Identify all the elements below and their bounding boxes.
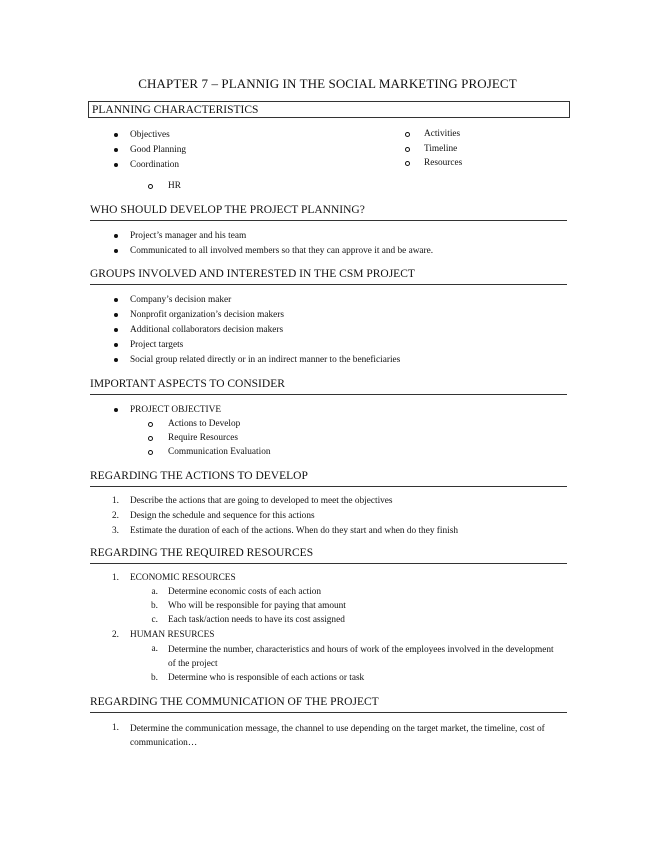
list-number: 1. (112, 723, 119, 733)
list-number: 2. (112, 630, 119, 640)
list-number: c. (151, 615, 158, 625)
list-item: HUMAN RESURCES (130, 630, 215, 640)
list-item: Determine economic costs of each action (168, 587, 322, 597)
list-item: Each task/action needs to have its cost assigned (168, 615, 345, 625)
bullet-icon (114, 313, 118, 317)
section-heading-important: IMPORTANT ASPECTS TO CONSIDER (90, 377, 567, 395)
circle-bullet-icon (148, 184, 153, 189)
list-item: Activities (424, 129, 461, 139)
list-item: Timeline (424, 144, 458, 154)
bullet-icon (114, 343, 118, 347)
list-number: b. (151, 601, 158, 611)
list-number: 1. (112, 573, 119, 583)
bullet-icon (114, 133, 118, 137)
list-item: Determine the number, characteristics and hours of work of the employees involved in the development of the project (168, 645, 554, 669)
list-item: Resources (424, 158, 463, 168)
list-number: a. (151, 644, 158, 654)
list-item: Good Planning (130, 145, 187, 155)
list-number: b. (151, 673, 158, 683)
bullet-icon (114, 358, 118, 362)
list-item: PROJECT OBJECTIVE (130, 405, 221, 415)
list-item: Company’s decision maker (130, 295, 232, 305)
page-title: CHAPTER 7 – PLANNIG IN THE SOCIAL MARKETING PROJECT (138, 76, 517, 91)
section-heading-actions: REGARDING THE ACTIONS TO DEVELOP (90, 469, 567, 487)
bullet-icon (114, 148, 118, 152)
circle-bullet-icon (148, 422, 153, 427)
list-item: Determine the communication message, the channel to use depending on the target market, the timeline, cost of communication… (130, 724, 545, 748)
bullet-icon (114, 408, 118, 412)
bullet-icon (114, 328, 118, 332)
bullet-icon (114, 234, 118, 238)
section-heading-groups: GROUPS INVOLVED AND INTERESTED IN THE CSM PROJECT (90, 267, 567, 285)
bullet-icon (114, 298, 118, 302)
section-heading-planning: PLANNING CHARACTERISTICS (88, 101, 570, 118)
bullet-icon (114, 163, 118, 167)
list-item: Determine who is responsible of each actions or task (168, 673, 365, 683)
list-item: ECONOMIC RESOURCES (130, 573, 236, 583)
circle-bullet-icon (405, 161, 410, 166)
list-item: Design the schedule and sequence for this actions (130, 511, 315, 521)
list-item: Require Resources (168, 433, 238, 443)
list-item: Communication Evaluation (168, 447, 271, 457)
list-item: Nonprofit organization’s decision makers (130, 310, 284, 320)
section-heading-communication: REGARDING THE COMMUNICATION OF THE PROJECT (90, 695, 567, 713)
bullet-icon (114, 249, 118, 253)
list-item: Who will be responsible for paying that amount (168, 601, 346, 611)
list-item: Describe the actions that are going to developed to meet the objectives (130, 496, 393, 506)
list-number: 2. (112, 511, 119, 521)
circle-bullet-icon (405, 147, 410, 152)
section-heading-who: WHO SHOULD DEVELOP THE PROJECT PLANNING? (90, 203, 567, 221)
list-item: Project targets (130, 340, 184, 350)
list-item: Additional collaborators decision makers (130, 325, 284, 335)
list-item: Social group related directly or in an indirect manner to the beneficiaries (130, 355, 401, 365)
list-item: Objectives (130, 130, 170, 140)
circle-bullet-icon (148, 450, 153, 455)
circle-bullet-icon (148, 436, 153, 441)
circle-bullet-icon (405, 132, 410, 137)
list-number: a. (151, 587, 158, 597)
list-number: 3. (112, 526, 119, 536)
list-item: Communicated to all involved members so that they can approve it and be aware. (130, 246, 434, 256)
list-number: 1. (112, 496, 119, 506)
list-item: Project’s manager and his team (130, 231, 247, 241)
list-item: Coordination (130, 160, 180, 170)
list-item: Estimate the duration of each of the actions. When do they start and when do they finish (130, 526, 458, 536)
list-item: Actions to Develop (168, 419, 241, 429)
list-item: HR (168, 181, 181, 191)
section-heading-resources: REGARDING THE REQUIRED RESOURCES (90, 546, 567, 564)
